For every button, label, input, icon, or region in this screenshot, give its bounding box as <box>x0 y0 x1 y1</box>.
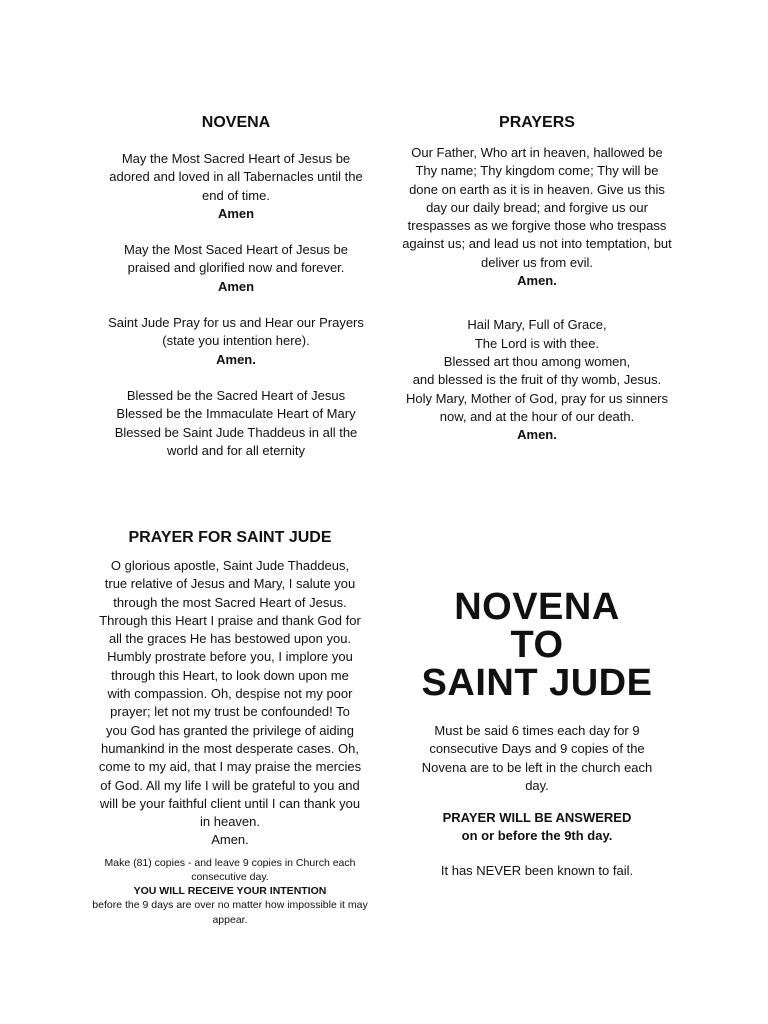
title-line: NOVENA <box>454 586 620 628</box>
amen-label: Amen. <box>517 273 557 289</box>
blessing-line: Blessed be the Sacred Heart of Jesus <box>126 387 346 403</box>
novena-paragraph-3 <box>104 314 368 369</box>
instructions-text: Must be said 6 times each day for 9 consecutive Days and 9 copies of the Novena are to be left in the church each day. <box>421 723 653 793</box>
amen-label: Amen. <box>211 832 249 848</box>
novena-paragraph-4 <box>104 387 368 460</box>
never-fail-text: It has NEVER been known to fail. <box>440 862 634 878</box>
our-father-prayer <box>402 144 672 290</box>
hail-mary-line: Holy Mary, Mother of God, pray for us sinners now, and at the hour of our death. <box>405 390 669 424</box>
saint-jude-prayer-text: O glorious apostle, Saint Jude Thaddeus, true relative of Jesus and Mary, I salute you through the most Sacred Heart of Jesus. Through this Heart I praise and thank God for all the graces He has bestowed upon you. Humbly prostrate before you, I implore you through this Heart, to look down upon me with compassion. Oh, despise not my poor prayer; let not my trust be confounded! To you God has granted the privilege of aiding humankind in the most desperate cases. Oh, come to my aid, that I may praise the mercies of God. All my life I will be grateful to you and will be your faithful client until I can thank you in heaven. <box>98 558 362 830</box>
novena-paragraph-2 <box>104 241 368 296</box>
novena-paragraph-1 <box>104 150 368 223</box>
copies-note-footer: before the 9 days are over no matter how impossible it may appear. <box>92 899 368 926</box>
hail-mary-prayer <box>402 316 672 444</box>
amen-label: Amen. <box>216 351 256 367</box>
amen-label: Amen <box>217 278 255 294</box>
novena-paragraph-1-text: May the Most Sacred Heart of Jesus be adored and loved in all Tabernacles until the end of time. <box>109 151 363 203</box>
amen-label: Amen. <box>517 427 557 443</box>
hail-mary-line: Blessed art thou among women, <box>443 353 631 369</box>
answered-notice <box>402 809 672 846</box>
answered-line: PRAYER WILL BE ANSWERED <box>442 810 632 826</box>
novena-column <box>104 114 368 460</box>
hail-mary-line: The Lord is with thee. <box>474 335 600 351</box>
title-line: SAINT JUDE <box>421 662 653 704</box>
hail-mary-line: and blessed is the fruit of thy womb, Jesus. <box>412 372 662 388</box>
intention-notice: YOU WILL RECEIVE YOUR INTENTION <box>133 885 327 898</box>
novena-paragraph-3-text: Saint Jude Pray for us and Hear our Prayers (state you intention here). <box>108 315 364 349</box>
amen-label: Amen <box>217 205 255 221</box>
title-line: TO <box>510 624 564 666</box>
prayers-heading: PRAYERS <box>499 114 575 131</box>
saint-jude-prayer-body <box>92 557 368 850</box>
title-block <box>402 588 672 880</box>
prayers-column <box>402 114 672 444</box>
blessing-line: Blessed be Saint Jude Thaddeus in all the world and for all eternity <box>114 424 358 458</box>
saint-jude-prayer-column <box>92 529 368 927</box>
copies-note <box>92 856 368 927</box>
blessing-line: Blessed be the Immaculate Heart of Mary <box>116 406 356 422</box>
answered-line: on or before the 9th day. <box>461 828 613 844</box>
our-father-text: Our Father, Who art in heaven, hallowed be Thy name; Thy kingdom come; Thy will be done on earth as it is in heaven. Give us this day our daily bread; and forgive us our trespasses as we forgive those who trespass against us; and lead us not into temptation, but deliver us from evil. <box>402 145 672 270</box>
copies-note-text: Make (81) copies - and leave 9 copies in Church each consecutive day. <box>104 856 356 883</box>
saint-jude-prayer-heading: PRAYER FOR SAINT JUDE <box>128 529 332 546</box>
hail-mary-line: Hail Mary, Full of Grace, <box>467 317 607 333</box>
novena-paragraph-2-text: May the Most Saced Heart of Jesus be praised and glorified now and forever. <box>124 242 348 276</box>
main-title <box>402 588 672 702</box>
novena-heading: NOVENA <box>201 114 271 131</box>
